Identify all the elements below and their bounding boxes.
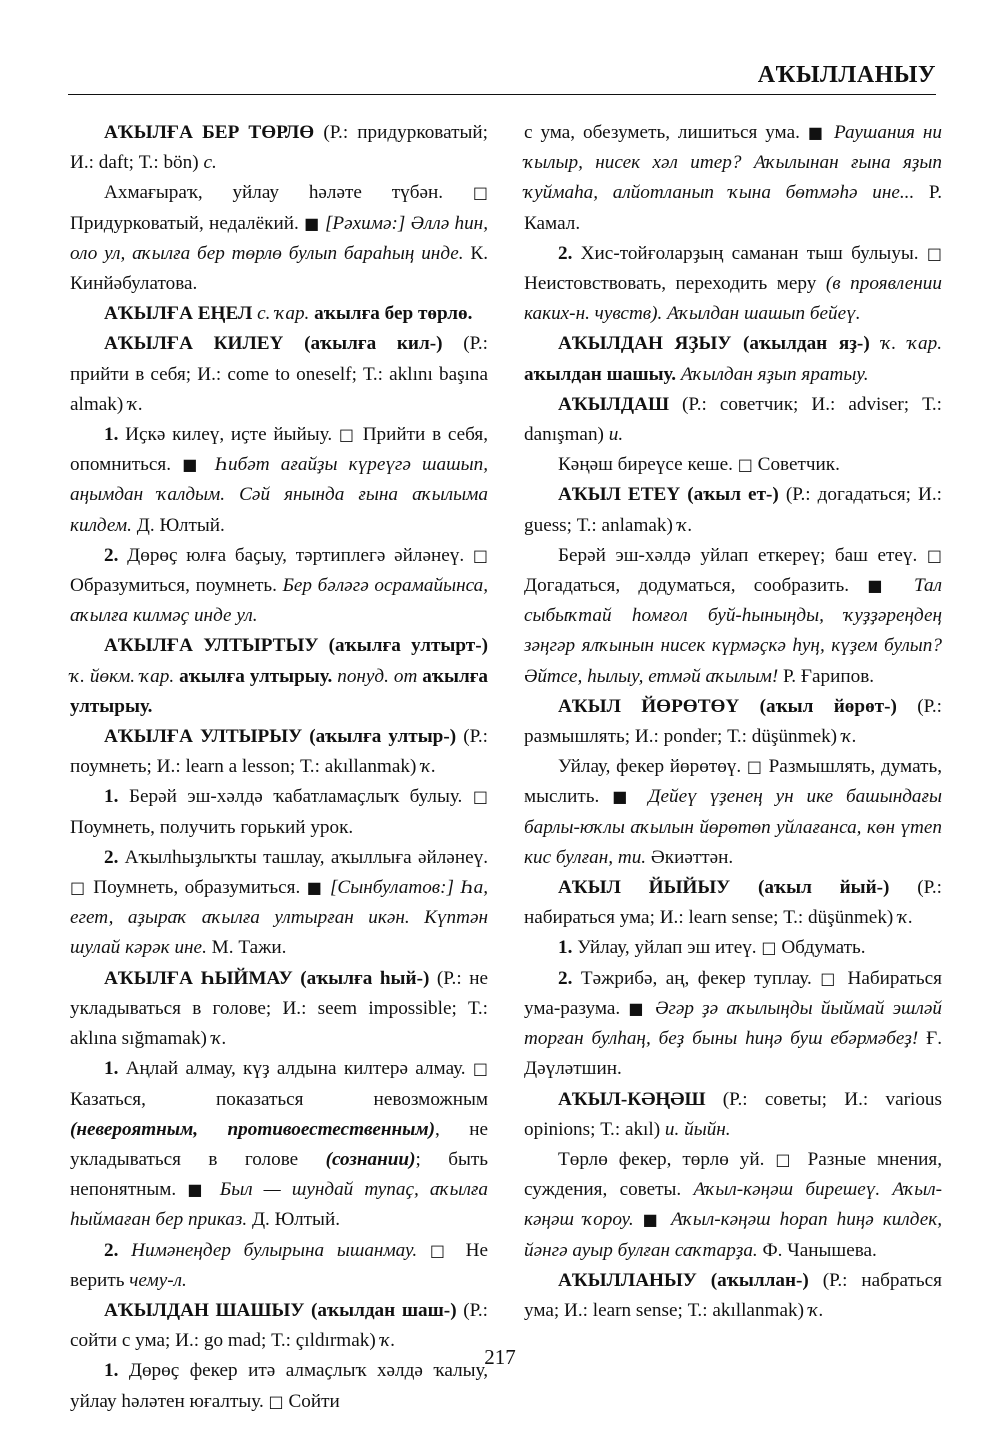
russian-equivalent: Казаться, показаться невозможным (70, 1088, 488, 1110)
pos-label: ҡ. ҡар. (881, 333, 942, 355)
headword-form: (аҡыллан-) (710, 1269, 809, 1291)
russian-equivalent: Советчик. (757, 454, 840, 476)
entry-akylga-ultyrtyu (70, 631, 488, 722)
pos-label: ҡ. (421, 756, 437, 778)
russian-equivalent: ; быть непонятным. (70, 1148, 489, 1201)
entry-akylga-ultyryu (70, 722, 488, 782)
sense-number: 1. (104, 1360, 119, 1382)
sense-number: 1. (104, 424, 119, 446)
russian-equivalent: Образумиться, поумнеть. (70, 575, 277, 597)
example: Тал сыбыҡтай һомғол буй-һыныңды, ҡуҙҙәреңдең зәңгәр ялҡынын нисек күрмәҫкә һуң, күҙем булып? Әйтсе, һылыу, етмәй аҡылым! (524, 575, 942, 687)
russian-note: чему-л. (129, 1269, 187, 1291)
square-marker: □ (737, 455, 753, 475)
headword: АҠЫЛҒА УЛТЫРЫУ (аҡылға ултыр-) (104, 726, 457, 748)
translations: (Р.: поумнеть; И.: learn a lesson; Т.: akıllanmak) (70, 726, 488, 778)
block-marker: ■ (182, 455, 204, 475)
cross-reference: аҡылдан шашыу. (524, 363, 677, 385)
source: Ғ. Дәүләтшин. (524, 1028, 942, 1080)
cross-reference: аҡылға ултырыу. (70, 665, 489, 717)
square-marker: □ (746, 757, 763, 777)
definition: Берәй эш-хәлдә ҡабатламаҫлыҡ булыу. (128, 786, 463, 808)
source: К. Кинйәбулатова. (70, 242, 488, 295)
sense-2 (524, 964, 942, 1085)
headword: АҠЫЛДАН ШАШЫУ (аҡылдан шаш-) (104, 1299, 457, 1321)
entry-akyl-yyiyu (524, 873, 942, 933)
sense-number: 1. (104, 786, 119, 808)
entry-definition (524, 1145, 942, 1266)
definition: Берәй эш-хәлдә уйлап еткереү; баш етеү. (558, 544, 918, 566)
pos-label: с. ҡар. (257, 303, 310, 325)
headword: АҠЫЛ ЕТЕҮ (аҡыл ет-) (558, 484, 779, 506)
entry-definition (70, 178, 488, 299)
pos-label: ҡ. (380, 1330, 396, 1352)
definition: Дөрөҫ фекер итә алмаҫлыҡ хәлдә ҡалыу, уйлау һәләтен юғалтыу. (70, 1360, 489, 1412)
square-marker: □ (926, 545, 942, 565)
entry-definition (524, 450, 942, 480)
russian-equivalent: Догадаться, додуматься, сообразить. (524, 575, 850, 597)
square-marker: □ (268, 1391, 284, 1411)
gloss-label: понуд. (337, 665, 389, 687)
example: Һибәт ағайҙы күреүгә шашып, аңымдан ҡалдым. Сәй янында ғына аҡылыма килдем. (70, 454, 489, 536)
entry-definition (524, 752, 942, 873)
entry-akylga-ber-torlo (70, 118, 488, 178)
definition: Ахмағыраҡ, уйлау һәләте түбән. (104, 182, 444, 204)
sense-1 (524, 933, 942, 963)
headword: АҠЫЛҒА ЕҢЕЛ (104, 303, 253, 325)
headword: АҠЫЛ-КӘҢӘШ (558, 1088, 706, 1110)
example: [Рәхимә:] Әллә һин, оло ул, аҡылға бер төрлө булып бараһың инде. (70, 212, 488, 264)
example: [Сынбулатов:] Һа, егет, аҙыраҡ аҡылға ултырған икән. Күптән шулай кәрәк ине. (70, 877, 489, 959)
example: Бер бәләгә осрамайынса, аҡылға килмәҫ инде ул. (70, 575, 489, 627)
example: Аҡыл-кәңәш бирешеү. Аҡыл-кәңәш ҡороу. (524, 1179, 943, 1231)
square-marker: □ (338, 425, 356, 445)
square-marker: □ (472, 183, 488, 203)
headword: АҠЫЛДАН ЯҘЫУ (аҡылдан яҙ-) (558, 333, 870, 355)
entry-akylga-kileu (70, 329, 488, 420)
sense-number: 2. (558, 242, 573, 264)
definition: Нимәнеңдер булырына ышанмау. (131, 1239, 418, 1261)
russian-equivalent: Неистовствовать, переходить меру (524, 273, 817, 295)
source: Д. Юлтый. (251, 1209, 341, 1231)
translations: (Р.: советы; И.: various opinions; Т.: akıl) (524, 1088, 942, 1140)
definition: Кәңәш биреүсе кеше. (558, 454, 733, 476)
entry-akylga-hyimau (70, 964, 488, 1055)
headword: АҠЫЛ ЙЫЙЫУ (аҡыл йый-) (558, 877, 890, 899)
block-marker: ■ (628, 998, 647, 1018)
square-marker: □ (429, 1240, 453, 1260)
russian-equivalent: Прийти в себя, опомниться. (70, 424, 489, 476)
example: Аҡылдан шашып бейеү. (667, 303, 861, 325)
running-head-title: АҠЫЛЛАНЫУ (757, 62, 936, 88)
russian-equivalent: Не верить (70, 1239, 489, 1291)
headword: АҠЫЛ ЙӨРӨТӨҮ (аҡыл йөрөт-) (558, 695, 897, 717)
sense-2 (70, 1236, 488, 1296)
headword: АҠЫЛДАШ (558, 393, 670, 415)
continuation (524, 118, 942, 239)
headword: АҠЫЛҒА УЛТЫРТЫУ (аҡылға ултырт-) (104, 635, 488, 657)
example: Раушания ни ҡылыр, нисек хәл итер? Аҡылынан ғына яҙып ҡуймаһа, алйотланып ҡына бөтмәһә ине... (524, 122, 943, 204)
sense-number: 1. (558, 937, 573, 959)
block-marker: ■ (807, 123, 827, 142)
entry-definition (524, 541, 942, 692)
sense-number: 1. (104, 1058, 119, 1080)
definition: Аҡылһыҙлыҡты ташлау, аҡыллыға әйләнеү. (124, 846, 489, 868)
example: Аҡылдан яҙып яратыу. (680, 363, 869, 385)
entry-akyldash (524, 390, 942, 450)
example: Аҡыл-кәңәш һорап һиңә килдек, йәнгә ауыр булған саҡтарҙа. (524, 1209, 942, 1261)
entry-akyllanyu (524, 1266, 942, 1326)
gloss-label: от (393, 665, 418, 687)
example: Дейеү үҙенең ун ике башындағы барлы-юҡлы аҡылын йөрөтөп уйлағанса, көн үтеп кис булған, ти. (524, 786, 943, 868)
square-marker: □ (472, 787, 489, 807)
square-marker: □ (761, 938, 777, 958)
sense-number: 2. (104, 1239, 119, 1261)
translations: (Р.: размышлять; И.: ponder; Т.: düşünmek) (524, 695, 942, 748)
pos-label: ҡ. (677, 514, 693, 536)
definition: Уйлау, фекер йөрөтөү. (558, 756, 742, 778)
russian-equivalent: Разные мнения, суждения, советы. (524, 1148, 943, 1201)
block-marker: ■ (612, 787, 636, 807)
russian-equivalent: с ума, обезуметь, лишиться ума. (524, 122, 800, 143)
definition: Төрлө фекер, төрлө уй. (558, 1148, 765, 1170)
translations: (Р.: придурковатый; И.: daft; Т.: bön) (70, 122, 489, 174)
source: Р. Ғарипов. (783, 665, 875, 687)
page-number: 217 (484, 1345, 516, 1369)
pos-label: и. (608, 424, 624, 446)
pos-label: ҡ. йөкм. ҡар. (70, 665, 175, 687)
square-marker: □ (70, 878, 87, 898)
entry-akylga-enel (70, 299, 488, 329)
sense-number: 2. (104, 544, 119, 566)
source: Әкиәттән. (650, 846, 734, 868)
pos-label: с. (203, 152, 217, 174)
block-marker: ■ (642, 1210, 662, 1230)
definition: Дөрөҫ юлға баҫыу, тәртиплегә әйләнеү. (127, 544, 465, 566)
pos-label: ҡ. (841, 726, 857, 748)
headword: АҠЫЛҒА ҺЫЙМАУ (аҡылға һый-) (104, 967, 430, 989)
entry-akyldan-yazyu (524, 329, 942, 389)
translations: (Р.: сойти с ума; И.: go mad; Т.: çıldırmak) (70, 1299, 489, 1352)
definition: Тәжрибә, аң, фекер туплау. (580, 967, 812, 989)
headword: АҠЫЛҒА КИЛЕҮ (аҡылға кил-) (104, 333, 443, 355)
russian-equivalent: Поумнеть, получить горький урок. (70, 816, 354, 838)
entry-akyl-yorotou (524, 692, 942, 752)
sense-2 (70, 541, 488, 632)
source: Р. Камал. (524, 182, 942, 234)
square-marker: □ (820, 968, 840, 988)
entry-akyl-eteu (524, 480, 942, 540)
sense-1 (70, 782, 488, 842)
source: Ф. Чанышева. (762, 1239, 877, 1261)
translations: (Р.: набраться ума; И.: learn sense; Т.: akıllanmak) (524, 1269, 942, 1321)
russian-equivalent: Придурковатый, недалёкий. (70, 212, 299, 234)
pos-label: ҡ. (128, 393, 143, 415)
left-column (70, 118, 488, 1417)
block-marker: ■ (304, 213, 320, 233)
entry-akyl-kengesh (524, 1085, 942, 1145)
russian-equivalent: , не укладываться в голове (70, 1118, 488, 1170)
sense-number: 2. (104, 846, 119, 868)
definition: Уйлау, уйлап эш итеү. (577, 937, 757, 959)
translations: (Р.: не укладываться в голове; И.: seem impossible; Т.: aklına sığmamak) (70, 967, 488, 1050)
definition: Иҫкә килеү, иҫте йыйыу. (125, 424, 333, 446)
source: Д. Юлтый. (136, 514, 225, 536)
definition: Хис-тойғоларҙың саманан тыш булыуы. (580, 242, 919, 264)
pos-label: и. йыйн. (664, 1118, 731, 1140)
russian-equivalent: Сойти (288, 1390, 340, 1412)
sense-number: 2. (558, 967, 573, 989)
pos-label: ҡ. (211, 1028, 227, 1050)
sense-1 (70, 420, 488, 541)
russian-equivalent: Размышлять, думать, мыслить. (524, 756, 943, 808)
example: Әгәр ҙә аҡылыңды йыймай эшләй торған булһаң, беҙ быны һиңә буш ебәрмәбеҙ! (524, 997, 942, 1050)
russian-equivalent: Набираться ума-разума. (524, 967, 942, 1019)
block-marker: ■ (306, 878, 324, 898)
translations: (Р.: набираться ума; И.: learn sense; Т.: düşünmek) (524, 877, 942, 929)
pos-label: ҡ. (808, 1299, 824, 1321)
headword: АҠЫЛҒА БЕР ТӨРЛӨ (104, 122, 315, 143)
square-marker: □ (472, 545, 489, 565)
sense-2 (524, 239, 942, 330)
example: Был — шундай тупаҫ, аҡылға һыймаған бер приказ. (70, 1179, 489, 1231)
block-marker: ■ (187, 1180, 209, 1200)
block-marker: ■ (867, 576, 896, 596)
square-marker: □ (775, 1149, 797, 1169)
sense-1 (70, 1054, 488, 1235)
russian-note: (невероятным, противоестественным) (70, 1118, 435, 1140)
running-header (68, 56, 936, 95)
russian-equivalent: Обдумать. (781, 937, 866, 959)
translations: (Р.: прийти в себя; И.: come to oneself; Т.: aklını başına almak) (70, 333, 488, 415)
russian-equivalent: Поумнеть, образумиться. (93, 877, 301, 899)
translations: (Р.: догадаться; И.: guess; Т.: anlamak) (524, 484, 942, 536)
translations: (Р.: советчик; И.: adviser; Т.: danışman) (524, 393, 942, 446)
headword: АҠЫЛЛАНЫУ (558, 1269, 697, 1291)
russian-note: (в проявлении каких-н. чувств). (524, 273, 942, 325)
source: М. Тажи. (211, 937, 287, 959)
russian-note: (сознании) (325, 1148, 416, 1170)
square-marker: □ (926, 243, 943, 263)
definition: Аңлай алмау, күҙ алдына килтерә алмау. (125, 1058, 466, 1080)
cross-reference: аҡылға бер төрлө. (314, 303, 473, 325)
right-column (524, 118, 942, 1326)
cross-reference: аҡылға ултырыу. (179, 665, 333, 687)
pos-label: ҡ. (898, 907, 914, 929)
square-marker: □ (472, 1059, 488, 1079)
sense-2 (70, 843, 488, 964)
